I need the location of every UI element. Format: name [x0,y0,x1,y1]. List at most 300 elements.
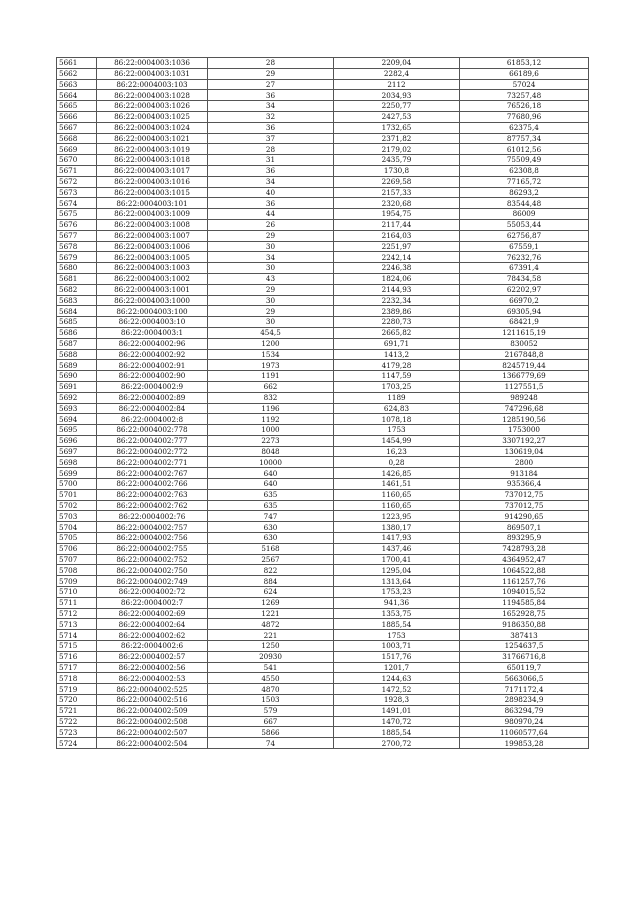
cadastral-number-cell: 86:22:0004002:750 [97,565,208,576]
row-number-cell: 5717 [57,662,97,673]
specific-value-cell: 1461,51 [334,479,460,490]
table-row [57,554,589,565]
cadastral-value-cell: 130619,04 [460,446,589,457]
table-row [57,446,589,457]
row-number-cell: 5678 [57,241,97,252]
cadastral-number-cell: 86:22:0004003:1009 [97,209,208,220]
cadastral-number-cell: 86:22:0004002:69 [97,608,208,619]
row-number-cell: 5692 [57,392,97,403]
area-cell: 2567 [208,554,334,565]
cadastral-number-cell: 86:22:0004002:84 [97,403,208,414]
specific-value-cell: 2117,44 [334,219,460,230]
cadastral-value-cell: 55053,44 [460,219,589,230]
cadastral-value-cell: 31766716,8 [460,651,589,662]
area-cell: 32 [208,111,334,122]
specific-value-cell: 1928,3 [334,695,460,706]
cadastral-value-cell: 69305,94 [460,306,589,317]
row-number-cell: 5664 [57,90,97,101]
table-row [57,425,589,436]
table-row [57,597,589,608]
cadastral-number-cell: 86:22:0004003:1005 [97,252,208,263]
specific-value-cell: 16,23 [334,446,460,457]
table-row [57,392,589,403]
specific-value-cell: 1470,72 [334,716,460,727]
cadastral-number-cell: 86:22:0004002:772 [97,446,208,457]
cadastral-number-cell: 86:22:0004002:778 [97,425,208,436]
cadastral-number-cell: 86:22:0004002:90 [97,371,208,382]
cadastral-value-cell: 869507,1 [460,522,589,533]
cadastral-number-cell: 86:22:0004002:756 [97,533,208,544]
cadastral-value-cell: 1254637,5 [460,641,589,652]
area-cell: 454,5 [208,327,334,338]
area-cell: 4870 [208,684,334,695]
area-cell: 34 [208,101,334,112]
table-row [57,284,589,295]
specific-value-cell: 2144,93 [334,284,460,295]
specific-value-cell: 2371,82 [334,133,460,144]
specific-value-cell: 2232,34 [334,295,460,306]
table-row [57,489,589,500]
cadastral-number-cell: 86:22:0004002:766 [97,479,208,490]
row-number-cell: 5718 [57,673,97,684]
cadastral-number-cell: 86:22:0004002:777 [97,435,208,446]
cadastral-value-cell: 1127551,5 [460,381,589,392]
area-cell: 40 [208,187,334,198]
area-cell: 29 [208,68,334,79]
table-row [57,738,589,749]
table-row [57,349,589,360]
specific-value-cell: 2164,03 [334,230,460,241]
row-number-cell: 5684 [57,306,97,317]
cadastral-value-cell: 199853,28 [460,738,589,749]
cadastral-number-cell: 86:22:0004002:763 [97,489,208,500]
cadastral-value-cell: 1064522,88 [460,565,589,576]
specific-value-cell: 0,28 [334,457,460,468]
cadastral-value-cell: 62375,4 [460,122,589,133]
cadastral-value-cell: 737012,75 [460,500,589,511]
cadastral-number-cell: 86:22:0004002:62 [97,630,208,641]
specific-value-cell: 1517,76 [334,651,460,662]
area-cell: 34 [208,176,334,187]
specific-value-cell: 1223,95 [334,511,460,522]
cadastral-number-cell: 86:22:0004002:91 [97,360,208,371]
area-cell: 26 [208,219,334,230]
cadastral-value-cell: 1161257,76 [460,576,589,587]
area-cell: 4872 [208,619,334,630]
row-number-cell: 5674 [57,198,97,209]
row-number-cell: 5666 [57,111,97,122]
table-row [57,533,589,544]
area-cell: 74 [208,738,334,749]
area-cell: 624 [208,587,334,598]
cadastral-value-cell: 57024 [460,79,589,90]
row-number-cell: 5681 [57,273,97,284]
row-number-cell: 5721 [57,705,97,716]
area-cell: 29 [208,306,334,317]
row-number-cell: 5667 [57,122,97,133]
area-cell: 541 [208,662,334,673]
area-cell: 635 [208,500,334,511]
row-number-cell: 5708 [57,565,97,576]
area-cell: 4550 [208,673,334,684]
row-number-cell: 5715 [57,641,97,652]
row-number-cell: 5670 [57,155,97,166]
cadastral-value-cell: 387413 [460,630,589,641]
cadastral-value-cell: 650119,7 [460,662,589,673]
specific-value-cell: 1417,93 [334,533,460,544]
row-number-cell: 5677 [57,230,97,241]
cadastral-number-cell: 86:22:0004003:1007 [97,230,208,241]
row-number-cell: 5663 [57,79,97,90]
row-number-cell: 5701 [57,489,97,500]
area-cell: 10000 [208,457,334,468]
table-row [57,608,589,619]
table-row [57,381,589,392]
area-cell: 822 [208,565,334,576]
specific-value-cell: 2209,04 [334,58,460,69]
row-number-cell: 5694 [57,414,97,425]
specific-value-cell: 2246,38 [334,263,460,274]
row-number-cell: 5676 [57,219,97,230]
table-row [57,176,589,187]
cadastral-number-cell: 86:22:0004002:507 [97,727,208,738]
area-cell: 5168 [208,543,334,554]
table-row [57,68,589,79]
cadastral-number-cell: 86:22:0004003:1016 [97,176,208,187]
cadastral-value-cell: 3307192,27 [460,435,589,446]
specific-value-cell: 2435,79 [334,155,460,166]
table-row [57,414,589,425]
table-row [57,306,589,317]
cadastral-number-cell: 86:22:0004002:8 [97,414,208,425]
cadastral-value-cell: 86009 [460,209,589,220]
area-cell: 36 [208,122,334,133]
specific-value-cell: 1700,41 [334,554,460,565]
cadastral-value-cell: 1366779,69 [460,371,589,382]
cadastral-value-cell: 5663066,5 [460,673,589,684]
cadastral-value-cell: 737012,75 [460,489,589,500]
cadastral-value-cell: 62308,8 [460,165,589,176]
area-cell: 36 [208,90,334,101]
specific-value-cell: 2250,77 [334,101,460,112]
specific-value-cell: 1353,75 [334,608,460,619]
cadastral-number-cell: 86:22:0004002:57 [97,651,208,662]
row-number-cell: 5711 [57,597,97,608]
specific-value-cell: 2251,97 [334,241,460,252]
table-row [57,58,589,69]
cadastral-number-cell: 86:22:0004002:508 [97,716,208,727]
area-cell: 27 [208,79,334,90]
cadastral-value-cell: 83544,48 [460,198,589,209]
row-number-cell: 5709 [57,576,97,587]
specific-value-cell: 1454,99 [334,435,460,446]
cadastral-number-cell: 86:22:0004002:53 [97,673,208,684]
row-number-cell: 5714 [57,630,97,641]
row-number-cell: 5672 [57,176,97,187]
table-row [57,479,589,490]
specific-value-cell: 1491,01 [334,705,460,716]
specific-value-cell: 1147,59 [334,371,460,382]
cadastral-number-cell: 86:22:0004003:1036 [97,58,208,69]
row-number-cell: 5722 [57,716,97,727]
row-number-cell: 5707 [57,554,97,565]
cadastral-value-cell: 67559,1 [460,241,589,252]
cadastral-value-cell: 2800 [460,457,589,468]
cadastral-value-cell: 914290,65 [460,511,589,522]
cadastral-number-cell: 86:22:0004002:762 [97,500,208,511]
area-cell: 30 [208,317,334,328]
table-row [57,651,589,662]
specific-value-cell: 1244,63 [334,673,460,684]
area-cell: 8048 [208,446,334,457]
table-row [57,155,589,166]
specific-value-cell: 2427,53 [334,111,460,122]
cadastral-number-cell: 86:22:0004002:96 [97,338,208,349]
area-cell: 43 [208,273,334,284]
area-cell: 29 [208,284,334,295]
specific-value-cell: 1078,18 [334,414,460,425]
area-cell: 29 [208,230,334,241]
specific-value-cell: 4179,28 [334,360,460,371]
cadastral-number-cell: 86:22:0004002:56 [97,662,208,673]
cadastral-number-cell: 86:22:0004003:1025 [97,111,208,122]
row-number-cell: 5662 [57,68,97,79]
table-row [57,468,589,479]
specific-value-cell: 2389,86 [334,306,460,317]
row-number-cell: 5668 [57,133,97,144]
row-number-cell: 5704 [57,522,97,533]
area-cell: 1973 [208,360,334,371]
specific-value-cell: 1472,52 [334,684,460,695]
row-number-cell: 5719 [57,684,97,695]
cadastral-number-cell: 86:22:0004002:72 [97,587,208,598]
cadastral-value-cell: 1094015,52 [460,587,589,598]
specific-value-cell: 1426,85 [334,468,460,479]
area-cell: 579 [208,705,334,716]
area-cell: 1200 [208,338,334,349]
cadastral-number-cell: 86:22:0004003:1015 [97,187,208,198]
cadastral-number-cell: 86:22:0004003:1031 [97,68,208,79]
cadastral-value-cell: 7428793,28 [460,543,589,554]
cadastral-value-cell: 66970,2 [460,295,589,306]
cadastral-value-cell: 77680,96 [460,111,589,122]
row-number-cell: 5680 [57,263,97,274]
specific-value-cell: 1753,23 [334,587,460,598]
specific-value-cell: 1160,65 [334,489,460,500]
row-number-cell: 5724 [57,738,97,749]
cadastral-number-cell: 86:22:0004003:1003 [97,263,208,274]
cadastral-value-cell: 989248 [460,392,589,403]
area-cell: 44 [208,209,334,220]
cadastral-number-cell: 86:22:0004002:757 [97,522,208,533]
area-cell: 34 [208,252,334,263]
table-row [57,695,589,706]
cadastral-number-cell: 86:22:0004002:9 [97,381,208,392]
area-cell: 1191 [208,371,334,382]
cadastral-value-table [56,57,589,749]
area-cell: 36 [208,165,334,176]
cadastral-number-cell: 86:22:0004003:1000 [97,295,208,306]
area-cell: 1000 [208,425,334,436]
cadastral-value-cell: 86293,2 [460,187,589,198]
cadastral-number-cell: 86:22:0004003:101 [97,198,208,209]
cadastral-number-cell: 86:22:0004002:92 [97,349,208,360]
cadastral-value-cell: 863294,79 [460,705,589,716]
specific-value-cell: 2242,14 [334,252,460,263]
specific-value-cell: 1885,54 [334,619,460,630]
specific-value-cell: 1295,04 [334,565,460,576]
cadastral-value-cell: 1194585,84 [460,597,589,608]
area-cell: 20930 [208,651,334,662]
specific-value-cell: 2282,4 [334,68,460,79]
table-row [57,209,589,220]
row-number-cell: 5691 [57,381,97,392]
cadastral-number-cell: 86:22:0004002:516 [97,695,208,706]
cadastral-number-cell: 86:22:0004002:76 [97,511,208,522]
area-cell: 1192 [208,414,334,425]
area-cell: 37 [208,133,334,144]
cadastral-value-cell: 73257,48 [460,90,589,101]
row-number-cell: 5686 [57,327,97,338]
cadastral-number-cell: 86:22:0004003:1026 [97,101,208,112]
row-number-cell: 5687 [57,338,97,349]
area-cell: 1250 [208,641,334,652]
table-row [57,327,589,338]
cadastral-number-cell: 86:22:0004002:7 [97,597,208,608]
table-row [57,198,589,209]
cadastral-value-cell: 77165,72 [460,176,589,187]
area-cell: 5866 [208,727,334,738]
row-number-cell: 5688 [57,349,97,360]
cadastral-number-cell: 86:22:0004003:1024 [97,122,208,133]
row-number-cell: 5671 [57,165,97,176]
row-number-cell: 5705 [57,533,97,544]
table-row [57,263,589,274]
specific-value-cell: 1003,71 [334,641,460,652]
row-number-cell: 5700 [57,479,97,490]
area-cell: 1534 [208,349,334,360]
cadastral-value-cell: 913184 [460,468,589,479]
table-row [57,371,589,382]
cadastral-number-cell: 86:22:0004003:10 [97,317,208,328]
area-cell: 221 [208,630,334,641]
specific-value-cell: 941,36 [334,597,460,608]
specific-value-cell: 1730,8 [334,165,460,176]
row-number-cell: 5720 [57,695,97,706]
cadastral-number-cell: 86:22:0004002:64 [97,619,208,630]
table-row [57,587,589,598]
row-number-cell: 5690 [57,371,97,382]
cadastral-value-cell: 9186350,88 [460,619,589,630]
row-number-cell: 5698 [57,457,97,468]
cadastral-value-cell: 62202,97 [460,284,589,295]
cadastral-number-cell: 86:22:0004003:1002 [97,273,208,284]
specific-value-cell: 2280,73 [334,317,460,328]
table-row [57,111,589,122]
specific-value-cell: 1380,17 [334,522,460,533]
table-row [57,403,589,414]
row-number-cell: 5696 [57,435,97,446]
cadastral-value-cell: 61012,56 [460,144,589,155]
table-row [57,543,589,554]
table-row [57,252,589,263]
specific-value-cell: 1753 [334,425,460,436]
cadastral-number-cell: 86:22:0004003:1028 [97,90,208,101]
cadastral-value-cell: 2167848,8 [460,349,589,360]
row-number-cell: 5685 [57,317,97,328]
table-row [57,522,589,533]
area-cell: 747 [208,511,334,522]
specific-value-cell: 2320,68 [334,198,460,209]
cadastral-number-cell: 86:22:0004003:1008 [97,219,208,230]
table-row [57,317,589,328]
table-row [57,576,589,587]
specific-value-cell: 1703,25 [334,381,460,392]
table-row [57,619,589,630]
row-number-cell: 5693 [57,403,97,414]
row-number-cell: 5683 [57,295,97,306]
table-row [57,241,589,252]
area-cell: 1196 [208,403,334,414]
area-cell: 832 [208,392,334,403]
specific-value-cell: 1160,65 [334,500,460,511]
row-number-cell: 5669 [57,144,97,155]
specific-value-cell: 1189 [334,392,460,403]
row-number-cell: 5702 [57,500,97,511]
specific-value-cell: 2665,82 [334,327,460,338]
specific-value-cell: 624,83 [334,403,460,414]
cadastral-value-cell: 76526,18 [460,101,589,112]
table-row [57,457,589,468]
table-row [57,716,589,727]
specific-value-cell: 1201,7 [334,662,460,673]
table-row [57,101,589,112]
cadastral-value-cell: 62756,87 [460,230,589,241]
cadastral-number-cell: 86:22:0004002:749 [97,576,208,587]
row-number-cell: 5679 [57,252,97,263]
specific-value-cell: 1732,65 [334,122,460,133]
cadastral-number-cell: 86:22:0004002:767 [97,468,208,479]
specific-value-cell: 1413,2 [334,349,460,360]
cadastral-number-cell: 86:22:0004002:509 [97,705,208,716]
row-number-cell: 5661 [57,58,97,69]
table-row [57,705,589,716]
cadastral-number-cell: 86:22:0004002:755 [97,543,208,554]
specific-value-cell: 1885,54 [334,727,460,738]
row-number-cell: 5665 [57,101,97,112]
cadastral-number-cell: 86:22:0004003:100 [97,306,208,317]
table-row [57,565,589,576]
table-row [57,500,589,511]
area-cell: 640 [208,479,334,490]
area-cell: 630 [208,533,334,544]
cadastral-value-cell: 75509,49 [460,155,589,166]
area-cell: 640 [208,468,334,479]
cadastral-value-cell: 1652928,75 [460,608,589,619]
cadastral-value-cell: 78434,58 [460,273,589,284]
area-cell: 667 [208,716,334,727]
row-number-cell: 5675 [57,209,97,220]
area-cell: 1221 [208,608,334,619]
area-cell: 30 [208,263,334,274]
area-cell: 31 [208,155,334,166]
table-row [57,630,589,641]
cadastral-number-cell: 86:22:0004002:771 [97,457,208,468]
row-number-cell: 5713 [57,619,97,630]
cadastral-value-cell: 935366,4 [460,479,589,490]
specific-value-cell: 691,71 [334,338,460,349]
table-row [57,273,589,284]
